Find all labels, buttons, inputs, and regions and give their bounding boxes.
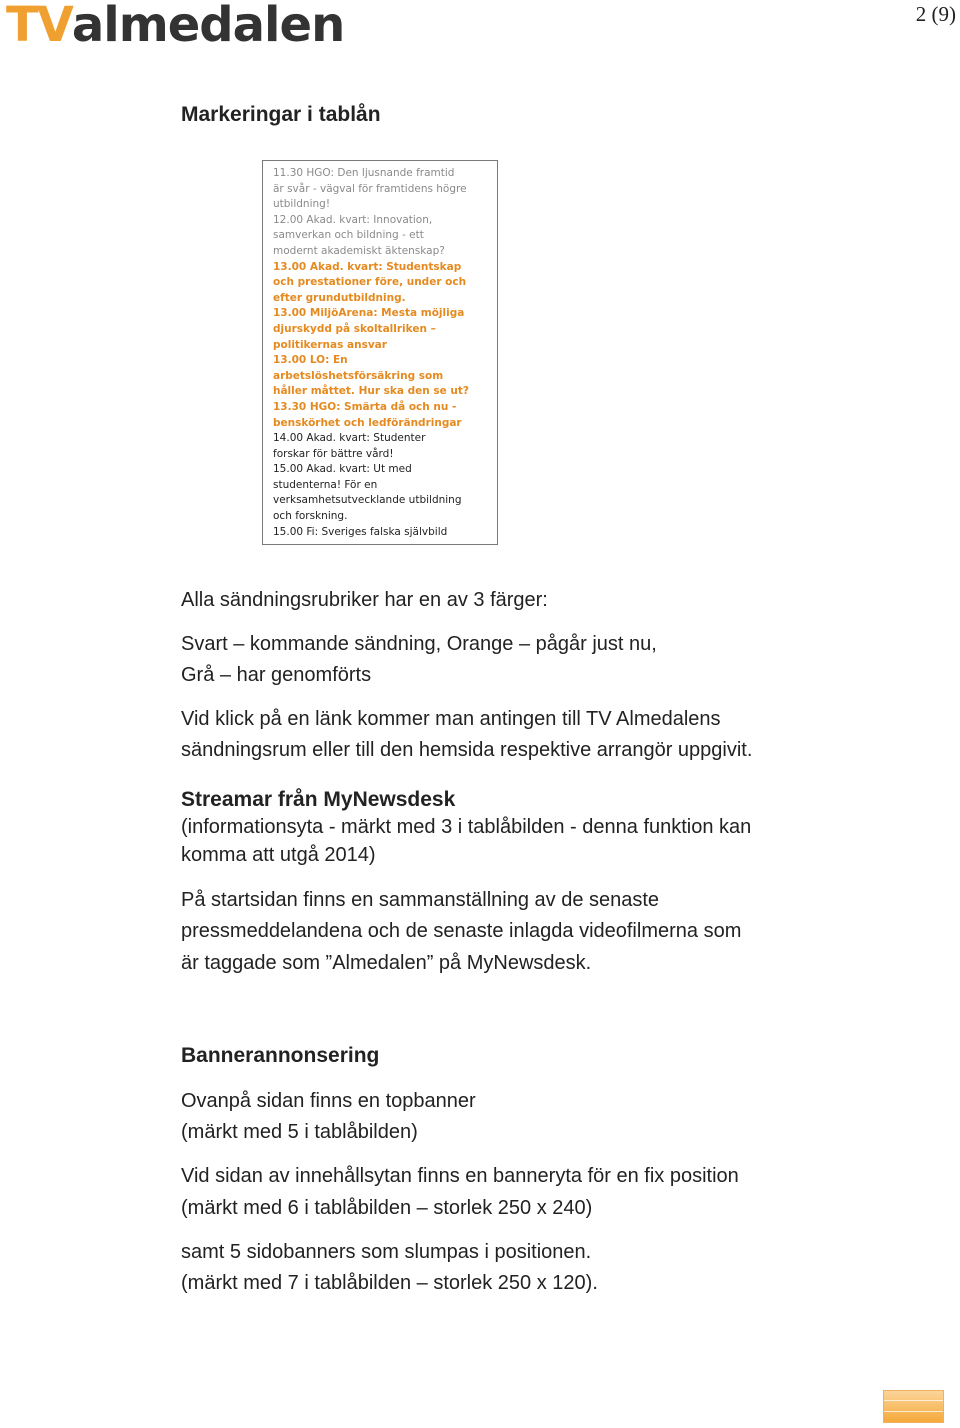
link-info-line-1: Vid klick på en länk kommer man antingen till TV Almedalens: [181, 708, 721, 730]
logo-tv: TV: [6, 0, 72, 53]
mynewsdesk-para-line-2: pressmeddelandena och de senaste inlagda videofilmerna som: [181, 920, 742, 942]
schedule-item-line[interactable]: 12.00 Akad. kvart: Innovation,: [273, 213, 433, 226]
page-number: 2 (9): [915, 2, 956, 26]
section-heading-markeringar: Markeringar i tablån: [181, 103, 381, 126]
schedule-item-line[interactable]: efter grundutbildning.: [273, 291, 406, 304]
banner-para3-line-1: samt 5 sidobanners som slumpas i positionen.: [181, 1241, 592, 1263]
section-heading-mynewsdesk: Streamar från MyNewsdesk: [181, 788, 456, 811]
schedule-item-line[interactable]: 11.30 HGO: Den ljusnande framtid: [273, 167, 455, 179]
schedule-item-line[interactable]: håller måttet. Hur ska den se ut?: [273, 385, 470, 398]
schedule-item-line[interactable]: 15.00 Akad. kvart: Ut med: [273, 463, 412, 476]
schedule-item-line[interactable]: 13.00 Akad. kvart: Studentskap: [273, 260, 462, 273]
schedule-item-line[interactable]: 13.00 LO: En: [273, 354, 348, 367]
section-heading-banner: Bannerannonsering: [181, 1044, 380, 1067]
banner-para1-line-1: Ovanpå sidan finns en topbanner: [181, 1090, 476, 1112]
schedule-item-line[interactable]: benskörhet och ledförändringar: [273, 416, 462, 429]
schedule-item-line[interactable]: 15.00 Fi: Sveriges falska självbild: [273, 525, 448, 538]
schedule-item-line[interactable]: djurskydd på skoltallriken –: [273, 322, 436, 335]
corner-decoration: [883, 1390, 944, 1423]
schedule-item-line[interactable]: 14.00 Akad. kvart: Studenter: [273, 432, 426, 445]
schedule-screenshot: [262, 160, 498, 545]
schedule-item-line[interactable]: studenterna! För en: [273, 478, 378, 491]
banner-para2-line-1: Vid sidan av innehållsytan finns en banneryta för en fix position: [181, 1165, 739, 1187]
schedule-item-line[interactable]: verksamhetsutvecklande utbildning: [273, 494, 462, 507]
schedule-item-line[interactable]: utbildning!: [273, 198, 331, 211]
link-info-line-2: sändningsrum eller till den hemsida respektive arrangör uppgivit.: [181, 739, 753, 761]
colors-line-1: Svart – kommande sändning, Orange – pågår just nu,: [181, 633, 657, 655]
colors-line-2: Grå – har genomförts: [181, 664, 372, 686]
schedule-item-line[interactable]: forskar för bättre vård!: [273, 447, 394, 460]
banner-para2-line-2: (märkt med 6 i tablåbilden – storlek 250 x 240): [181, 1197, 593, 1219]
colors-intro: Alla sändningsrubriker har en av 3 färger:: [181, 589, 548, 611]
schedule-item-line[interactable]: och prestationer före, under och: [273, 276, 467, 289]
mynewsdesk-para-line-1: På startsidan finns en sammanställning av de senaste: [181, 889, 660, 911]
schedule-item-line[interactable]: modernt akademiskt äktenskap?: [273, 244, 445, 257]
schedule-item-line[interactable]: är svår - vägval för framtidens högre: [273, 182, 467, 195]
tvalmedalen-logo: [6, 0, 345, 53]
schedule-item-line[interactable]: 13.00 MiljöArena: Mesta möjliga: [273, 307, 465, 320]
schedule-item-line[interactable]: politikernas ansvar: [273, 338, 387, 351]
mynewsdesk-para-line-3: är taggade som ”Almedalen” på MyNewsdesk.: [181, 952, 592, 974]
schedule-item-line[interactable]: samverkan och bildning - ett: [273, 229, 424, 242]
banner-para1-line-2: (märkt med 5 i tablåbilden): [181, 1121, 418, 1143]
schedule-item-line[interactable]: arbetslöshetsförsäkring som: [273, 369, 444, 382]
schedule-item-line[interactable]: och forskning.: [273, 510, 348, 523]
logo-almedalen: almedalen: [71, 0, 345, 53]
mynewsdesk-sub-line-1: (informationsyta - märkt med 3 i tablåbilden - denna funktion kan: [181, 816, 752, 838]
schedule-item-line[interactable]: 13.30 HGO: Smärta då och nu -: [273, 400, 457, 413]
banner-para3-line-2: (märkt med 7 i tablåbilden – storlek 250 x 120).: [181, 1272, 598, 1294]
mynewsdesk-sub-line-2: komma att utgå 2014): [181, 844, 376, 866]
